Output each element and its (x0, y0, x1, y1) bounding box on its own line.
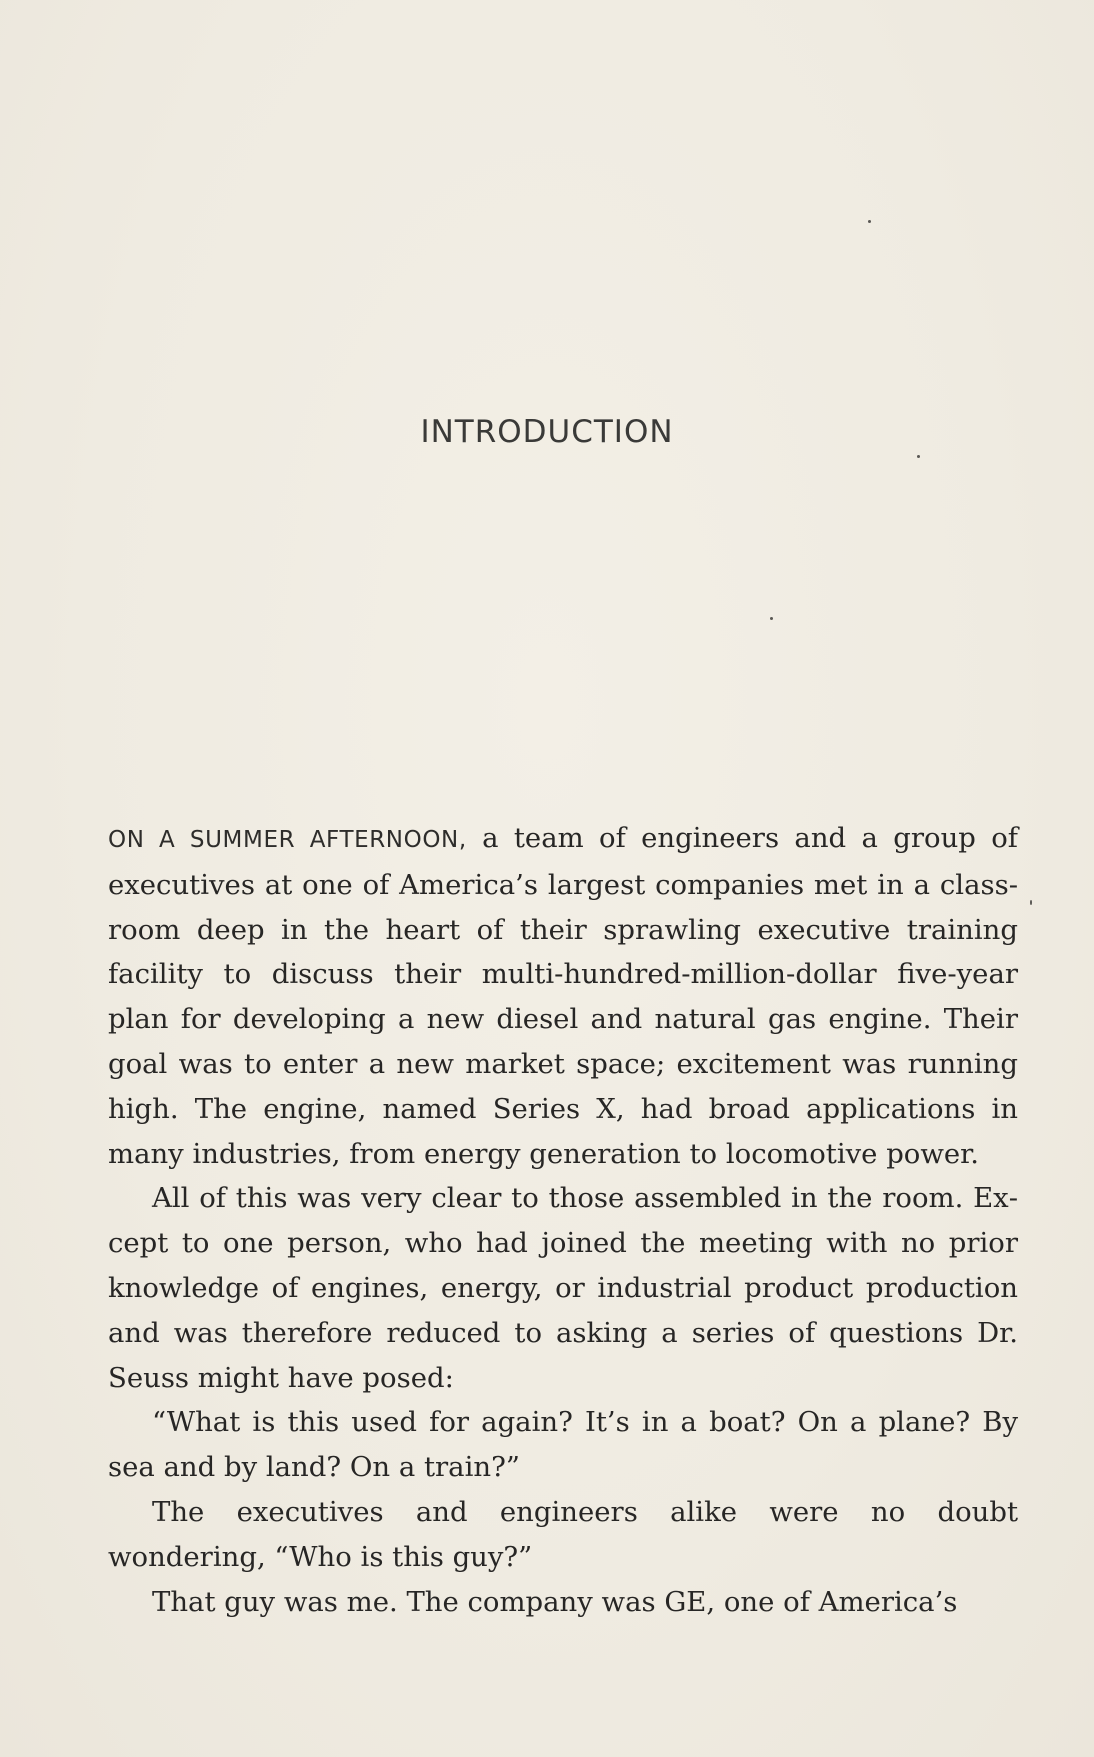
paragraph-5: That guy was me. The company was GE, one of America’s (152, 1585, 958, 1618)
lead-in-caps: ON A SUMMER AFTERNOON, (108, 827, 467, 853)
paragraph-1 (108, 816, 1018, 1176)
chapter-heading: INTRODUCTION (420, 414, 674, 450)
paragraph-2: All of this was very clear to those assembled in the room. Except to one person, who had joined the meeting with no prior knowledge of engines, energy, or industrial product production and was therefore reduced to asking a series of questions Dr. Seuss might have posed: (108, 1182, 1018, 1394)
paper-speck (917, 455, 920, 458)
paper-speck (868, 220, 871, 223)
paragraph-1-text: a team of engineers and a group of executives at one of America’s largest companies met in a classroom deep in the heart of their sprawling executive training facility to discuss their multi-hundred-million-dollar five-year plan for developing a new diesel and natural gas engine. Their goal was to enter a new market space; excitement was running high. The engine, named Series X, had broad applications in many industries, from energy generation to locomotive power. (108, 822, 1018, 1170)
paragraph-3: “What is this used for again? It’s in a boat? On a plane? By sea and by land? On a train?” (108, 1406, 1018, 1484)
paper-speck (1030, 900, 1032, 905)
paper-speck (770, 617, 773, 620)
paragraph-4: The executives and engineers alike were no doubt wondering, “Who is this guy?” (108, 1495, 1018, 1573)
body-text (108, 816, 1018, 1624)
